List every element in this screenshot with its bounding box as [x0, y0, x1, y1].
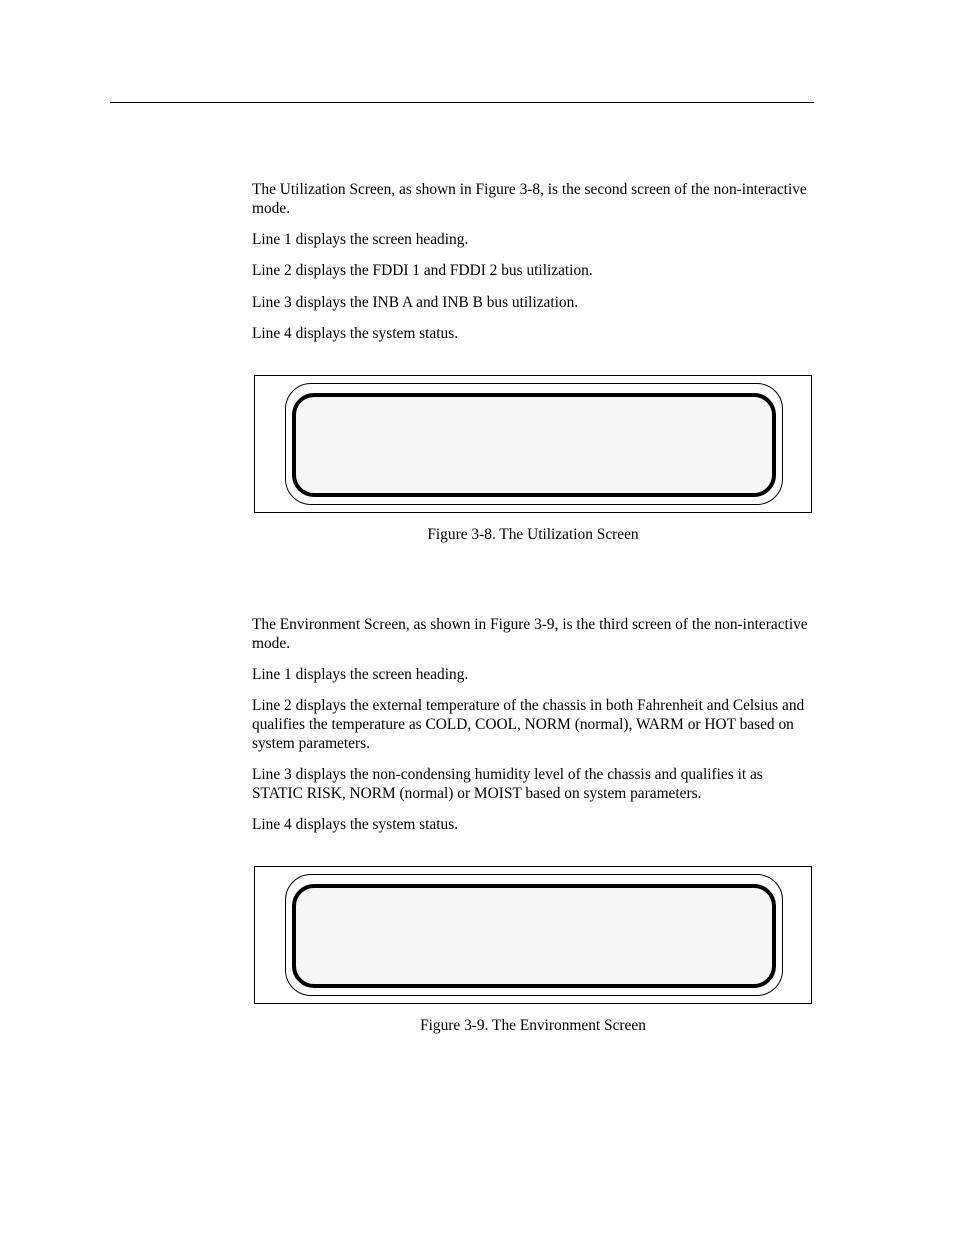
- environment-figure-caption: Figure 3-9. The Environment Screen: [420, 1017, 646, 1034]
- environment-line1-paragraph: Line 1 displays the screen heading.: [252, 666, 469, 683]
- lcd-bezel: [285, 383, 783, 505]
- environment-intro-paragraph: The Environment Screen, as shown in Figure 3-9, is the third screen of the non-interactive mode.: [252, 616, 808, 652]
- utilization-intro-paragraph: The Utilization Screen, as shown in Figure 3-8, is the second screen of the non-interactive mode.: [252, 181, 807, 217]
- lcd-display: [292, 393, 776, 497]
- utilization-line2-paragraph: Line 2 displays the FDDI 1 and FDDI 2 bus utilization.: [252, 262, 593, 279]
- utilization-screen-figure: [254, 375, 812, 513]
- utilization-figure-caption: Figure 3-8. The Utilization Screen: [427, 526, 639, 543]
- environment-line2-paragraph: Line 2 displays the external temperature of the chassis in both Fahrenheit and Celsius and qualifies the temperature as COLD, COOL, NORM (normal), WARM or HOT based on system parameters.: [252, 697, 805, 752]
- lcd-display: [292, 884, 776, 988]
- environment-line4-paragraph: Line 4 displays the system status.: [252, 816, 459, 833]
- utilization-line1-paragraph: Line 1 displays the screen heading.: [252, 231, 469, 248]
- environment-line3-paragraph: Line 3 displays the non-condensing humidity level of the chassis and qualifies it as STATIC RISK, NORM (normal) or MOIST based on system parameters.: [252, 766, 763, 802]
- lcd-bezel: [285, 874, 783, 996]
- environment-screen-figure: [254, 866, 812, 1004]
- header-rule: [110, 102, 814, 103]
- utilization-line4-paragraph: Line 4 displays the system status.: [252, 325, 459, 342]
- utilization-line3-paragraph: Line 3 displays the INB A and INB B bus utilization.: [252, 294, 579, 311]
